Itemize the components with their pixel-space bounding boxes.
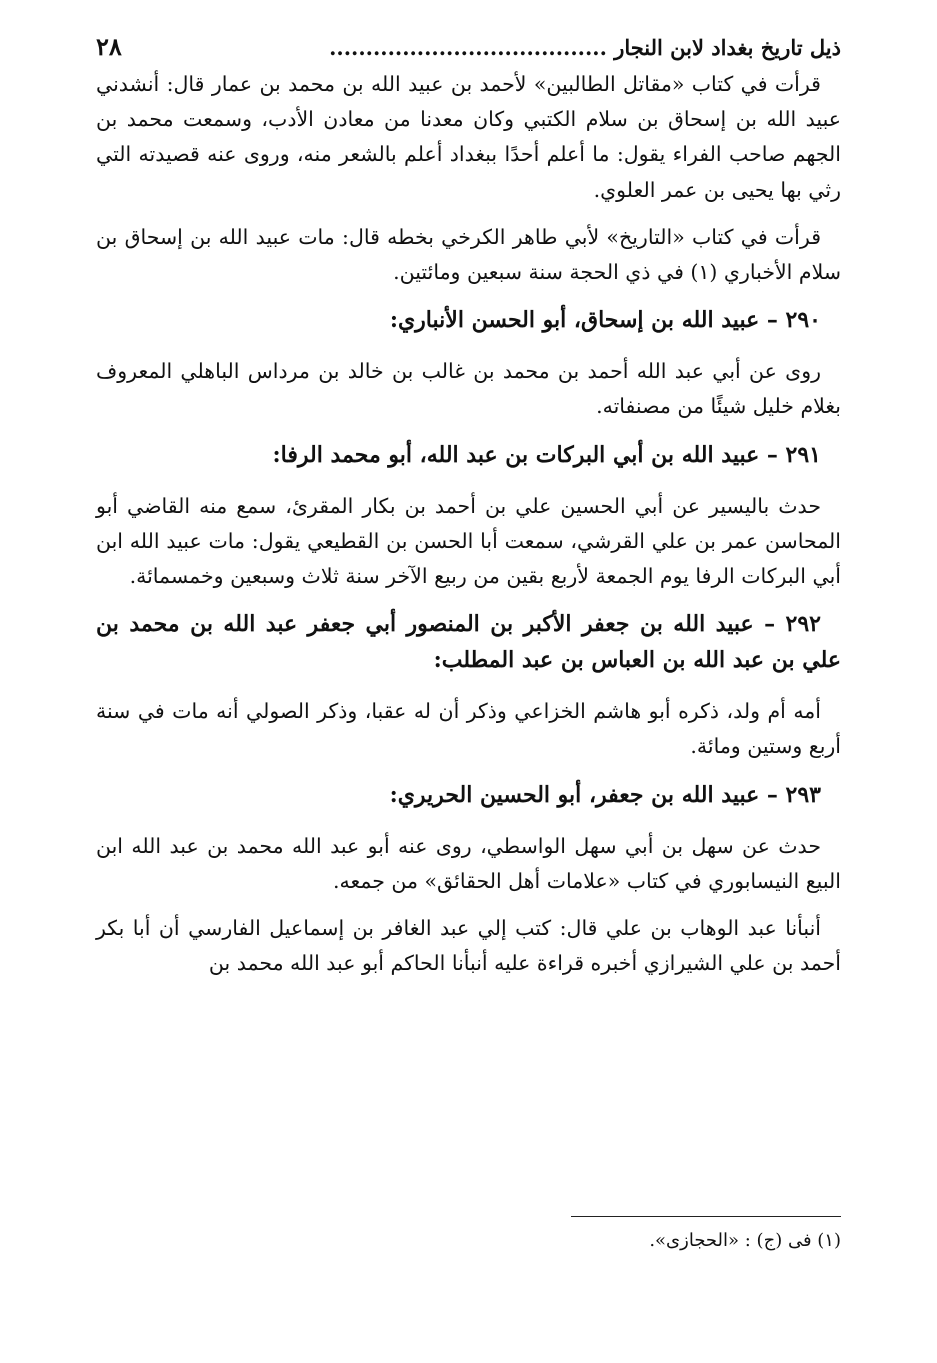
paragraph: قرأت في كتاب «مقاتل الطالبين» لأحمد بن عبيد الله بن محمد بن عمار قال: أنشدني عبيد الله بن إسحاق بن سلام الكتبي وكان معدنا من معادن الأدب، وسمعت محمد بن الجهم صاحب الفراء يقول: ما أعلم أحدًا ببغداد أعلم بالشعر منه، وروى عنه قصيدته التي رثي بها يحيى بن عمر العلوي. [96, 72, 841, 202]
paragraph: قرأت في كتاب «التاريخ» لأبي طاهر الكرخي بخطه قال: مات عبيد الله بن إسحاق بن سلام الأخباري (١) في ذي الحجة سنة سبعين ومائتين. [96, 224, 841, 285]
paragraph: حدث باليسير عن أبي الحسين علي بن أحمد بن بكار المقرئ، سمع منه القاضي أبو المحاسن عمر بن علي القرشي، سمعت أبا الحسن بن القطيعي يقول: مات عبيد الله ابن أبي البركات الرفا يوم الجمعة لأربع بقين من ربيع الآخر سنة ثلاث وسبعين وخمسمائة. [96, 493, 841, 589]
entry-heading-291: ٢٩١ – عبيد الله بن أبي البركات بن عبد الله، أبو محمد الرفا: [272, 441, 821, 468]
entry-heading-293: ٢٩٣ – عبيد الله بن جعفر، أبو الحسين الحريري: [389, 781, 821, 808]
paragraph: روى عن أبي عبد الله أحمد بن محمد بن غالب بن خالد بن مرداس الباهلي المعروف بغلام خليل شيئًا من مصنفاته. [96, 359, 841, 419]
paragraph: حدث عن سهل بن أبي سهل الواسطي، روى عنه أبو عبد الله محمد بن عبد الله ابن البيع النيسابوري في كتاب «علامات أهل الحقائق» من جمعه. [96, 833, 841, 893]
paragraph: أنبأنا عبد الوهاب بن علي قال: كتب إلي عبد الغافر بن إسماعيل الفارسي أن أبا بكر أحمد بن علي الشيرازي أخبره قراءة عليه أنبأنا الحاكم أبو عبد الله محمد بن [96, 916, 841, 976]
footnote-divider [571, 1216, 841, 1217]
running-title: ذيل تاريخ بغداد لابن النجار ...................................... [329, 35, 841, 60]
entry-heading-290: ٢٩٠ – عبيد الله بن إسحاق، أبو الحسن الأنباري: [389, 307, 821, 334]
entry-heading-292: ٢٩٢ – عبيد الله بن جعفر الأكبر بن المنصور أبي جعفر عبد الله بن محمد بن علي بن عبد الله بن العباس بن عبد المطلب: [96, 611, 841, 674]
body-text [96, 67, 841, 981]
page-number: ٢٨ [96, 32, 122, 61]
paragraph: أمه أم ولد، ذكره أبو هاشم الخزاعي وذكر أن له عقبا، وذكر الصولي أنه مات في سنة أربع وستين ومائة. [96, 699, 841, 759]
footnote: (١) فى (ج) : «الحجازى». [649, 1230, 841, 1251]
running-head [96, 30, 841, 65]
